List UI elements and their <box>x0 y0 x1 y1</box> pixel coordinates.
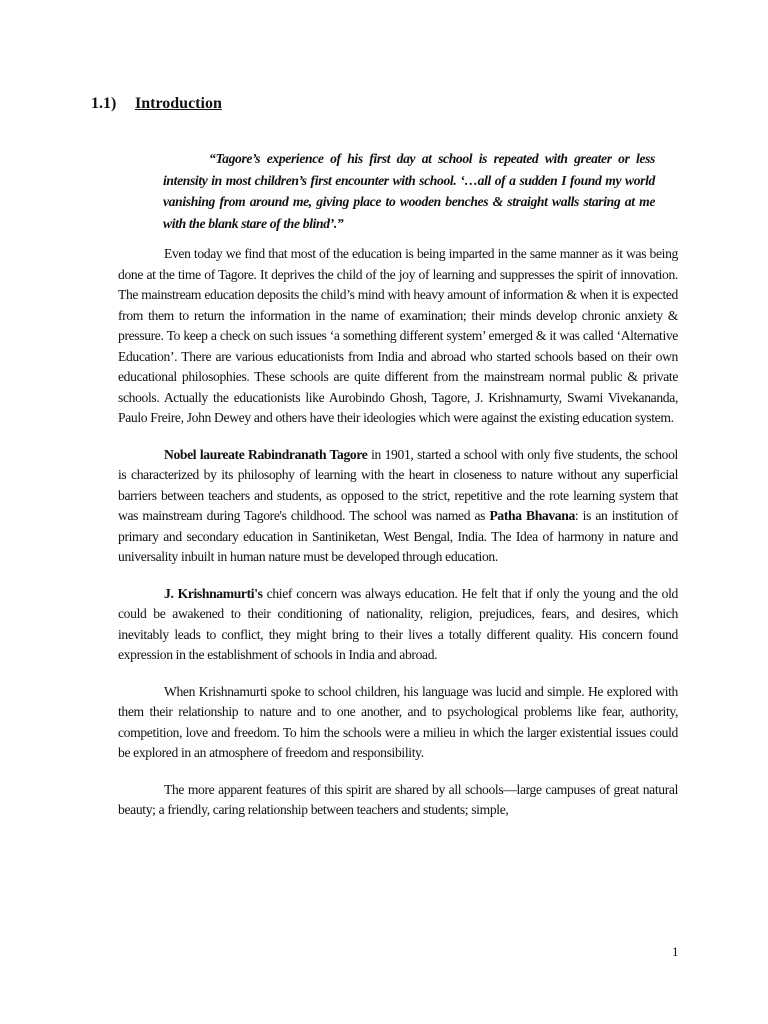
section-heading <box>91 94 222 114</box>
tagore-name: Nobel laureate Rabindranath Tagore <box>164 446 368 462</box>
patha-bhavana-name: Patha Bhavana <box>489 508 575 523</box>
section-number: 1.1) <box>91 95 117 112</box>
body-text <box>118 244 678 837</box>
section-title: Introduction <box>135 95 222 112</box>
paragraph-tagore <box>118 445 678 568</box>
tagore-text-2: : is an institution of primary and secondary education in Santiniketan, West Bengal, India. The Idea of harmony in nature and universality inbuilt in human nature must be developed through education. <box>118 508 678 564</box>
opening-quote: “Tagore’s experience of his first day at school is repeated with greater or less intensity in most children’s first encounter with school. ‘…all of a sudden I found my world vanishing from around me, giving place to wooden benches & straight walls staring at me with the blank stare of the blind’.” <box>163 151 655 231</box>
paragraph-krishnamurti <box>118 584 678 666</box>
krishnamurti-text: chief concern was always education. He felt that if only the young and the old could be awakened to their conditioning of nationality, religion, prejudices, fears, and desires, which inevitably leads to conflict, they might bring to their lives a totally different quality. His concern found expression in the establishment of schools in India and abroad. <box>118 585 678 662</box>
tagore-text-1: in 1901, started a school with only five students, the school is characterized by its philosophy of learning with the heart in closeness to nature without any superficial barriers between teachers and students, as opposed to the strict, repetitive and the rote learning system that was mainstream during Tagore's childhood. The school was named as <box>118 446 678 523</box>
paragraph-alternative-education: Even today we find that most of the education is being imparted in the same manner as it was being done at the time of Tagore. It deprives the child of the joy of learning and suppresses the spirit of innovation. The mainstream education deposits the child’s mind with heavy amount of information & when it is expected from them to return the information in the name of examination; their minds develop chronic anxiety & pressure. To keep a check on such issues ‘a something different system’ emerged & it was called ‘Alternative Education’. There are various educationists from India and abroad who started schools based on their own educational philosophies. These schools are quite different from the mainstream normal public & private schools. Actually the educationists like Aurobindo Ghosh, Tagore, J. Krishnamurty, Swami Vivekananda, Paulo Freire, John Dewey and others have their ideologies which were against the existing education system. <box>118 246 678 425</box>
paragraph-krishnamurti-children: When Krishnamurti spoke to school children, his language was lucid and simple. He explored with them their relationship to nature and to one another, and to psychological problems like fear, authority, competition, love and freedom. To him the schools were a milieu in which the larger existential issues could be explored in an atmosphere of freedom and responsibility. <box>118 683 678 760</box>
page-number: 1 <box>672 944 679 959</box>
paragraph-school-features: The more apparent features of this spirit are shared by all schools—large campuses of great natural beauty; a friendly, caring relationship between teachers and students; simple, <box>118 781 678 817</box>
krishnamurti-name: J. Krishnamurti's <box>164 585 263 601</box>
